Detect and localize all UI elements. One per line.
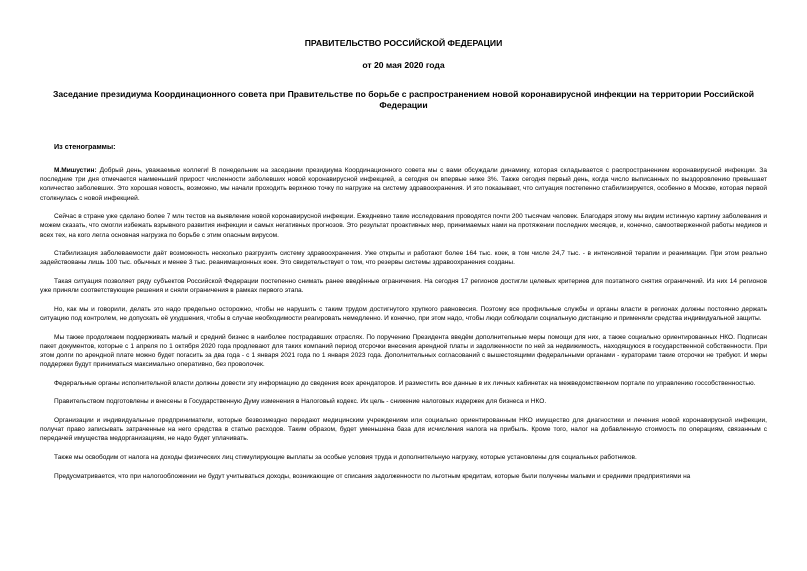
document-org: ПРАВИТЕЛЬСТВО РОССИЙСКОЙ ФЕДЕРАЦИИ (304, 38, 503, 48)
document-date: от 20 мая 2020 года (362, 60, 445, 70)
paragraph-text: Добрый день, уважаемые коллеги! В понедельник на заседании президиума Координационного совета мы с вами обсуждали динамику, которая складывается с распространением коронавирусной инфекции. За последние три дня отмечается наименьший прирост численности заболевших новой коронавирусной инфекцией, а сегодня он впервые ниже 3%. Также сегодня первый день, когда число выписанных по выздоровлению превышает количество заболевших. Это хорошая новость, возможно, мы начали проходить верхнюю точку по нагрузке на систему здравоохранения. И это показывает, что ситуация постепенно стабилизируется, особенно в Москве, которая первой столкнулась с новой инфекцией. (40, 167, 767, 202)
paragraph-5: Но, как мы и говорили, делать это надо предельно осторожно, чтобы не нарушить с таким трудом достигнутого хрупкого равновесия. Поэтому все профильные службы и органы власти в регионах должны постоянно держать ситуацию под контролем, не допускать её ухудшения, чтобы в случае необходимости реагировать немедленно. И конечно, при этом надо, чтобы люди соблюдали социальную дистанцию и применяли средства индивидуальной защиты. (40, 305, 767, 322)
paragraph-1 (40, 166, 767, 203)
paragraph-4: Такая ситуация позволяет ряду субъектов Российской Федерации постепенно снимать ранее введённые ограничения. На сегодня 17 регионов достигли целевых критериев для поэтапного снятия ограничений. Из них 14 регионов уже приняли соответствующие решения и сняли ограничения в рамках первого этапа. (40, 278, 767, 295)
paragraph-2: Сейчас в стране уже сделано более 7 млн тестов на выявление новой коронавирусной инфекции. Ежедневно такие исследования проводятся почти 200 тысячам человек. Благодаря этому мы видим истинную картину заболевания и можем сказать, что смогли избежать взрывного развития инфекции и самых негативных прогнозов. Это результат проактивных мер, принимаемых нами на протяжении последних месяцев, и, конечно, самоотверженной работы медиков и всех тех, на кого легла основная нагрузка по борьбе с этим опасным вирусом. (40, 213, 767, 239)
speaker-name: М.Мишустин: (54, 167, 97, 174)
paragraph-3: Стабилизация заболеваемости даёт возможность несколько разгрузить систему здравоохранения. Уже открыты и работают более 164 тыс. коек, в том числе 24,7 тыс. - в интенсивной терапии и реанимации. При этом реально задействованы лишь 100 тыс. обычных и менее 3 тыс. реанимационных коек. Это свидетельствует о том, что резервы системы здравоохранения созданы. (40, 250, 767, 267)
document-page (40, 0, 767, 481)
paragraph-9: Организации и индивидуальные предприниматели, которые безвозмездно передают медицинским учреждениям или социально ориентированным НКО имущество для диагностики и лечения новой коронавирусной инфекции, получат право записывать затраченные на него средства в статью расходов. Таким образом, будет уменьшена база для исчисления налога на прибыль. Кроме того, налог на добавленную стоимость по операциям, связанным с передачей имущества медорганизациям, не надо будет уплачивать. (40, 416, 767, 443)
document-body (40, 166, 767, 481)
section-label: Из стенограммы: (54, 142, 116, 151)
document-title: Заседание президиума Координационного совета при Правительстве по борьбе с распространением новой коронавирусной инфекции на территории Российской Федерации (53, 89, 754, 110)
paragraph-11: Предусматривается, что при налогообложении не будут учитываться доходы, возникающие от списания задолженности по льготным кредитам, которые были получены малыми и средними предприятиями на (54, 472, 691, 480)
paragraph-8: Правительством подготовлены и внесены в Государственную Думу изменения в Налоговый кодекс. Их цель - снижение налоговых издержек для бизнеса и НКО. (54, 398, 547, 406)
paragraph-10: Также мы освободим от налога на доходы физических лиц стимулирующие выплаты за особые условия труда и дополнительную нагрузку, которые установлены для социальных работников. (54, 453, 637, 461)
paragraph-7: Федеральные органы исполнительной власти должны довести эту информацию до сведения всех арендаторов. И разместить все данные в их личных кабинетах на межведомственном портале по управлению госсобственностью. (54, 379, 756, 387)
paragraph-6: Мы также продолжаем поддерживать малый и средний бизнес в наиболее пострадавших отраслях. По поручению Президента введём дополнительные меры помощи для них, а также социально ориентированных НКО. Подписан пакет документов, которые с 1 апреля по 1 октября 2020 года продлевают для таких компаний период отсрочки внесения арендной платы и задолженности по ней за недвижимость, находящуюся в государственной собственности. При этом долги по арендной плате можно будет погасить за два года - с 1 января 2021 года по 1 января 2023 года. Дополнительных согласований с вышестоящими федеральными органами - кураторами такие отсрочки не требуют. И меры поддержки будут приниматься максимально оперативно, без проволочек. (40, 333, 767, 369)
